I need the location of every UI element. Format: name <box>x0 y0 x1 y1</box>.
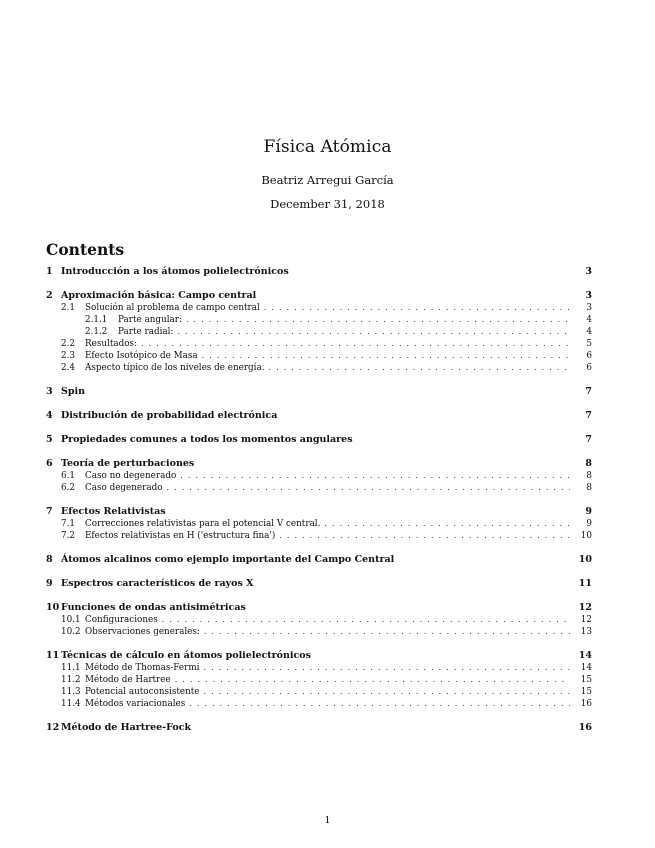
toc-subsection-entry[interactable] <box>46 686 592 698</box>
toc-dot-leader <box>141 338 570 350</box>
toc-dot-leader <box>269 362 570 374</box>
toc-entry-title: Espectros característicos de rayos X <box>61 578 254 589</box>
toc-entry-title: Resultados: <box>85 339 138 349</box>
toc-section-entry[interactable] <box>46 290 592 302</box>
toc-subsection-entry[interactable] <box>46 614 592 626</box>
toc-entry-page: 3 <box>585 266 592 277</box>
toc-subsection-entry[interactable] <box>46 662 592 674</box>
toc-entry-page: 14 <box>578 650 592 661</box>
toc-dot-leader <box>180 470 570 482</box>
toc-entry-title: Parte radial: <box>118 327 174 337</box>
toc-entry-page: 6 <box>586 363 592 373</box>
toc-entry-page: 11 <box>578 578 592 589</box>
toc-entry-title: Caso no degenerado <box>85 471 177 481</box>
toc-entry-number: 11.1 <box>61 663 81 673</box>
toc-section-entry[interactable] <box>46 266 592 278</box>
toc-entry-page: 6 <box>586 351 592 361</box>
toc-entry-title: Efectos relativistas en H ('estructura fina') <box>85 531 276 541</box>
toc-subsection-entry[interactable] <box>46 518 592 530</box>
title-block <box>0 136 655 211</box>
toc-subsubsection-entry[interactable] <box>46 314 592 326</box>
table-of-contents <box>46 266 592 734</box>
toc-entry-page: 8 <box>586 483 592 493</box>
toc-dot-leader <box>204 662 571 674</box>
contents-heading: Contents <box>46 240 125 259</box>
toc-entry-page: 5 <box>586 339 592 349</box>
toc-dot-leader <box>202 350 570 362</box>
toc-dot-leader <box>175 674 570 686</box>
toc-entry-title: Propiedades comunes a todos los momentos angulares <box>61 434 353 445</box>
toc-section-entry[interactable] <box>46 578 592 590</box>
toc-subsection-entry[interactable] <box>46 350 592 362</box>
toc-entry-page: 7 <box>585 386 592 397</box>
toc-dot-leader <box>279 530 570 542</box>
toc-dot-leader <box>204 626 570 638</box>
toc-entry-page: 16 <box>578 722 592 733</box>
toc-subsection-entry[interactable] <box>46 698 592 710</box>
toc-entry-title: Técnicas de cálculo en átomos polielectrónicos <box>61 650 311 661</box>
toc-subsection-entry[interactable] <box>46 626 592 638</box>
toc-entry-number: 11.3 <box>61 687 81 697</box>
toc-subsection-entry[interactable] <box>46 338 592 350</box>
toc-dot-leader <box>177 326 570 338</box>
toc-entry-number: 11.4 <box>61 699 81 709</box>
toc-entry-title: Potencial autoconsistente <box>85 687 200 697</box>
toc-entry-number: 10 <box>46 602 60 613</box>
toc-entry-title: Spin <box>61 386 86 397</box>
toc-entry-page: 3 <box>586 303 592 313</box>
toc-entry-page: 14 <box>580 663 592 673</box>
toc-entry-number: 2.1.1 <box>85 315 108 325</box>
toc-entry-number: 7.1 <box>61 519 75 529</box>
toc-subsection-entry[interactable] <box>46 530 592 542</box>
toc-entry-number: 10.1 <box>61 615 81 625</box>
toc-entry-number: 1 <box>46 266 53 277</box>
toc-entry-title: Teoría de perturbaciones <box>61 458 195 469</box>
document-author: Beatriz Arregui García <box>261 173 394 187</box>
toc-entry-number: 3 <box>46 386 53 397</box>
toc-entry-number: 11 <box>46 650 60 661</box>
toc-section-entry[interactable] <box>46 410 592 422</box>
toc-entry-number: 2.3 <box>61 351 75 361</box>
toc-entry-page: 12 <box>578 602 592 613</box>
toc-entry-number: 6.2 <box>61 483 75 493</box>
toc-section-entry[interactable] <box>46 554 592 566</box>
toc-section-entry[interactable] <box>46 434 592 446</box>
toc-entry-page: 8 <box>586 471 592 481</box>
toc-dot-leader <box>324 518 570 530</box>
toc-entry-title: Correcciones relativistas para el potencial V central. <box>85 519 321 529</box>
page-number: 1 <box>324 815 331 826</box>
toc-entry-title: Aspecto típico de los niveles de energía. <box>85 363 265 373</box>
toc-entry-number: 4 <box>46 410 53 421</box>
toc-subsection-entry[interactable] <box>46 482 592 494</box>
toc-entry-number: 2.4 <box>61 363 75 373</box>
toc-entry-number: 2.1.2 <box>85 327 108 337</box>
toc-section-entry[interactable] <box>46 650 592 662</box>
toc-entry-number: 10.2 <box>61 627 81 637</box>
toc-entry-number: 11.2 <box>61 675 81 685</box>
document-date: December 31, 2018 <box>270 197 385 211</box>
toc-dot-leader <box>167 482 570 494</box>
toc-entry-number: 2 <box>46 290 53 301</box>
toc-entry-title: Solución al problema de campo central <box>85 303 260 313</box>
toc-dot-leader <box>264 302 570 314</box>
toc-section-entry[interactable] <box>46 722 592 734</box>
toc-entry-page: 15 <box>580 687 592 697</box>
toc-entry-title: Configuraciones <box>85 615 158 625</box>
toc-subsection-entry[interactable] <box>46 302 592 314</box>
toc-entry-page: 9 <box>586 519 592 529</box>
document-title: Física Atómica <box>263 137 392 157</box>
toc-dot-leader <box>162 614 570 626</box>
toc-section-entry[interactable] <box>46 506 592 518</box>
toc-entry-title: Efecto Isotópico de Masa <box>85 351 198 361</box>
toc-entry-page: 7 <box>585 410 592 421</box>
toc-entry-number: 7 <box>46 506 53 517</box>
toc-entry-page: 4 <box>586 315 592 325</box>
toc-entry-title: Funciones de ondas antisimétricas <box>61 602 246 613</box>
toc-entry-title: Introducción a los átomos polielectrónicos <box>61 266 289 277</box>
toc-entry-number: 5 <box>46 434 53 445</box>
toc-entry-title: Observaciones generales: <box>85 627 200 637</box>
toc-section-entry[interactable] <box>46 386 592 398</box>
toc-entry-title: Aproximación básica: Campo central <box>61 290 257 301</box>
toc-entry-number: 9 <box>46 578 53 589</box>
toc-entry-title: Caso degenerado <box>85 483 163 493</box>
toc-entry-page: 12 <box>580 615 592 625</box>
toc-entry-title: Métodos variacionales <box>85 699 186 709</box>
toc-dot-leader <box>189 698 570 710</box>
toc-entry-title: Método de Thomas-Fermi <box>85 663 200 673</box>
toc-entry-number: 12 <box>46 722 60 733</box>
toc-entry-page: 13 <box>580 627 592 637</box>
toc-entry-number: 6 <box>46 458 53 469</box>
toc-dot-leader <box>203 686 570 698</box>
toc-entry-page: 8 <box>585 458 592 469</box>
toc-entry-title: Parte angular: <box>118 315 182 325</box>
toc-subsection-entry[interactable] <box>46 674 592 686</box>
toc-section-entry[interactable] <box>46 602 592 614</box>
toc-entry-title: Método de Hartree-Fock <box>61 722 192 733</box>
toc-dot-leader <box>186 314 570 326</box>
toc-section-entry[interactable] <box>46 458 592 470</box>
toc-entry-page: 3 <box>585 290 592 301</box>
toc-entry-page: 7 <box>585 434 592 445</box>
toc-entry-page: 10 <box>578 554 592 565</box>
toc-entry-page: 10 <box>580 531 592 541</box>
toc-entry-number: 8 <box>46 554 53 565</box>
toc-entry-number: 2.2 <box>61 339 75 349</box>
toc-entry-page: 15 <box>580 675 592 685</box>
toc-entry-page: 4 <box>586 327 592 337</box>
toc-entry-title: Distribución de probabilidad electrónica <box>61 410 278 421</box>
toc-subsubsection-entry[interactable] <box>46 326 592 338</box>
toc-entry-page: 16 <box>580 699 592 709</box>
toc-subsection-entry[interactable] <box>46 470 592 482</box>
toc-entry-title: Efectos Relativistas <box>61 506 166 517</box>
toc-entry-number: 7.2 <box>61 531 75 541</box>
toc-entry-page: 9 <box>585 506 592 517</box>
toc-subsection-entry[interactable] <box>46 362 592 374</box>
toc-entry-title: Átomos alcalinos como ejemplo importante del Campo Central <box>61 554 395 565</box>
toc-entry-number: 2.1 <box>61 303 75 313</box>
toc-entry-number: 6.1 <box>61 471 75 481</box>
toc-entry-title: Método de Hartree <box>85 675 171 685</box>
